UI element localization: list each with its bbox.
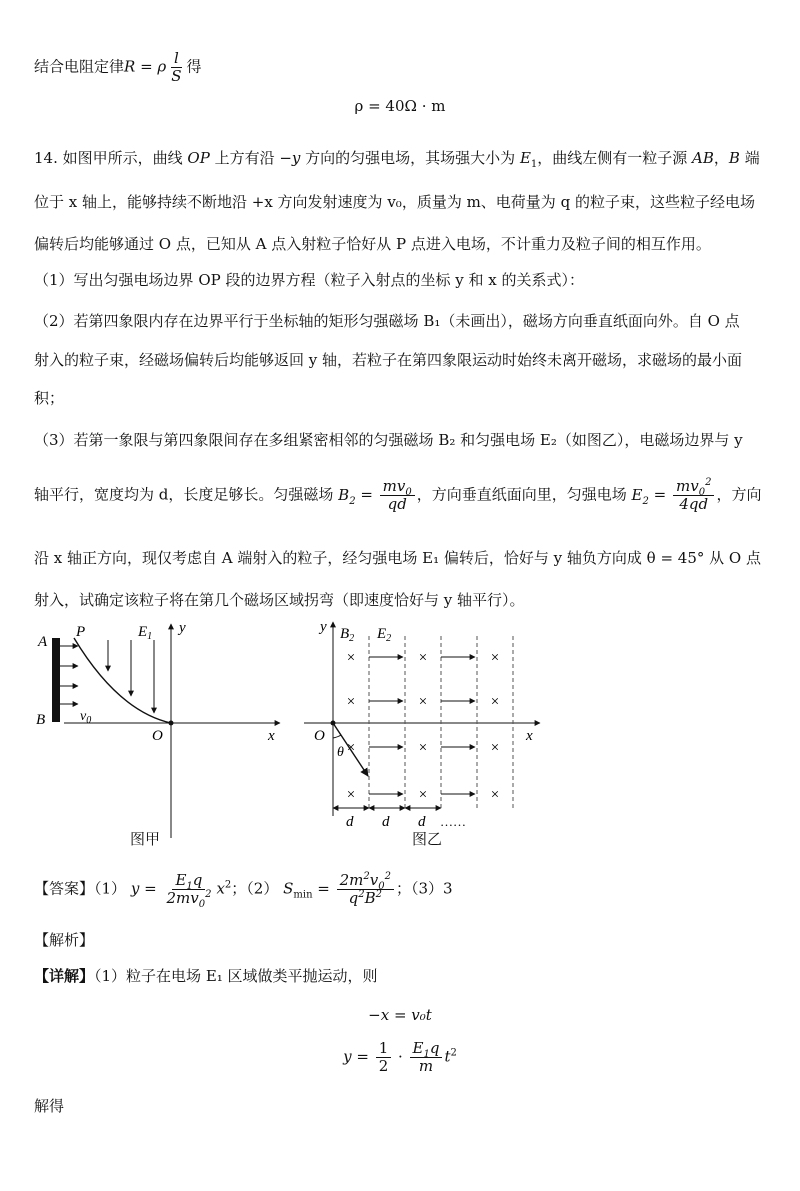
label-x: x (268, 728, 275, 744)
label-y: y (179, 620, 186, 636)
t: y (130, 879, 140, 898)
symbol-rho: ρ (157, 57, 167, 76)
frac-numerator: 1 (376, 1040, 392, 1058)
t: 轴平行，宽度均为 d，长度足够长。匀强磁场 (34, 485, 334, 504)
t: E (519, 149, 531, 167)
t: 【答案】 (34, 879, 95, 898)
frac-denominator: $2mv_0^2$ (166, 889, 212, 910)
t: 【详解】 (34, 967, 95, 985)
q14-part3-line1: （3）若第一象限与第四象限间存在多组紧密相邻的匀强磁场 B₂ 和匀强电场 E₂（如图乙），电磁场边界与 y (34, 431, 743, 449)
frac-denominator: S (171, 67, 182, 85)
frac-numerator: $E_1q$ (410, 1040, 443, 1058)
E2-symbol: $E_2$ (631, 485, 649, 507)
t: y (343, 1047, 352, 1066)
q14-part2-line2: 射入的粒子束，经磁场偏转后均能够返回 y 轴，若粒子在第四象限运动时始终未离开磁场，求磁场的最小面 (34, 351, 743, 369)
q14-part2-line1: （2）若第四象限内存在边界平行于坐标轴的矩形匀强磁场 B₁（未画出），磁场方向垂直纸面向外。自 O 点 (34, 312, 740, 330)
frac-denominator: 4qd (679, 495, 709, 513)
label-B: B (36, 712, 46, 728)
t: y (291, 149, 301, 167)
t: t (444, 1047, 451, 1066)
B2-symbol: $B_2$ (338, 485, 356, 507)
frac-half (376, 1040, 392, 1075)
frac-denominator: $q^2B^2$ (348, 889, 383, 907)
rho-result-equation: ρ = 40Ω · m (354, 97, 446, 115)
label-y-yi: y (320, 619, 327, 635)
label-v0: $v_0$ (80, 709, 92, 726)
svg-text:×: × (490, 694, 500, 710)
figure-yi (300, 616, 550, 841)
t: ，方向垂直纸面向里，匀强电场 (416, 485, 627, 504)
fraction-mv0sq-over-4qd (673, 478, 714, 513)
t: ，曲线左侧有一粒子源 (537, 149, 693, 167)
equation-x-v0t: −x = v₀t (368, 1006, 432, 1024)
t: （1） (94, 879, 127, 898)
label-theta: θ (337, 745, 344, 760)
q14-part3-line3: 沿 x 轴正方向，现仅考虑自 A 端射入的粒子，经匀强电场 E₁ 偏转后，恰好与 y 轴负方向成 θ = 45° 从 O 点 (34, 549, 761, 567)
svg-text:×: × (418, 694, 428, 710)
jiede-text: 解得 (34, 1097, 65, 1115)
fraction-mv0-over-qd (380, 478, 415, 513)
frac-numerator: $E_1q$ (172, 872, 205, 890)
t: ；（2） (231, 879, 279, 898)
equation-y: y = $\frac{1}{2}$ · $\frac{E_1q}{m}$ $t^2$ (343, 1039, 457, 1075)
t: 端 (739, 149, 760, 167)
resistance-law-line (34, 50, 202, 85)
frac-denominator: 2 (378, 1057, 389, 1075)
t: x (216, 879, 225, 898)
svg-text:×: × (346, 694, 356, 710)
figure-jia (28, 616, 288, 841)
particle-source-AB (52, 638, 60, 722)
svg-text:×: × (490, 740, 500, 756)
de-text: 得 (186, 57, 202, 76)
answer-fraction-1 (163, 871, 214, 910)
t: B (728, 149, 740, 167)
t: S (283, 879, 294, 898)
resistance-law-text: 结合电阻定律 (34, 57, 125, 76)
q14-line3: 偏转后均能够通过 O 点，已知从 A 点入射粒子恰好从 P 点进入电场，不计重力及粒子间的相互作用。 (34, 235, 711, 253)
label-d3: d (418, 814, 426, 830)
label-E1: $E_1$ (138, 624, 153, 642)
frac-numerator: $mv_0$ (380, 478, 415, 496)
frac-E1q-m (410, 1040, 443, 1075)
frac-denominator: qd (387, 495, 407, 513)
svg-text:×: × (490, 650, 500, 666)
svg-text:×: × (346, 650, 356, 666)
label-O-yi: O (314, 728, 325, 744)
t: 上方有沿 − (209, 149, 292, 167)
t: AB (692, 149, 714, 167)
svg-text:×: × (418, 740, 428, 756)
svg-text:×: × (418, 650, 428, 666)
label-dots: …… (440, 814, 466, 829)
fraction-l-over-S (168, 50, 184, 85)
label-d2: d (382, 814, 390, 830)
label-P: P (76, 624, 86, 640)
label-d1: d (346, 814, 354, 830)
analysis-label: 【解析】 (34, 931, 95, 949)
equals-sign: = (135, 57, 158, 76)
magnetic-field-crosses (347, 650, 499, 803)
svg-text:×: × (346, 740, 356, 756)
frac-numerator: $mv_0^2$ (673, 478, 714, 496)
q14-part2-line3: 积； (34, 389, 65, 407)
t: ，方向 (716, 485, 762, 504)
answer-line: 【答案】（1） y = $\frac{E_1q}{2mv_0^2}$ $x^2$；（2） $S_{min}$ = $\frac{2m^2v_0^2}{q^2B^2}$ ；（3）3 (34, 871, 453, 910)
caption-jia: 图甲 (130, 830, 161, 848)
t: （1）粒子在电场 E₁ 区域做类平抛运动，则 (94, 967, 378, 985)
caption-yi: 图乙 (412, 830, 443, 848)
answer-fraction-2 (337, 872, 394, 907)
frac-numerator: l (171, 50, 182, 68)
t: 14. 如图甲所示，曲线 (34, 149, 188, 167)
symbol-R: R (124, 57, 136, 76)
label-x-yi: x (526, 728, 533, 744)
svg-text:×: × (346, 787, 356, 803)
svg-text:×: × (418, 787, 428, 803)
frac-numerator: $2m^2v_0^2$ (337, 872, 394, 890)
q14-part1: （1）写出匀强电场边界 OP 段的边界方程（粒子入射点的坐标 y 和 x 的关系式）： (34, 271, 584, 289)
q14-part3-line2: 轴平行，宽度均为 d，长度足够长。匀强磁场 $B_2$ = $\frac{mv_0}{qd}$ ，方向垂直纸面向里，匀强电场 $E_2$ = $\frac{mv_0^2}{4qd}$ ，方向 (34, 477, 762, 513)
q14-part3-line4: 射入，试确定该粒子将在第几个磁场区域拐弯（即速度恰好与 y 轴平行）。 (34, 591, 525, 609)
t: OP (187, 149, 210, 167)
frac-denominator: m (418, 1057, 434, 1075)
svg-text:×: × (490, 787, 500, 803)
detail-line (34, 966, 378, 986)
label-O: O (152, 728, 163, 744)
curve-OP (74, 638, 171, 723)
label-B2: $B_2$ (340, 626, 355, 644)
q14-line1 (34, 148, 760, 168)
t: 1 (530, 159, 538, 170)
t: ；（3）3 (396, 879, 453, 898)
q14-line2: 位于 x 轴上，能够持续不断地沿 +x 方向发射速度为 v₀，质量为 m、电荷量为 q 的粒子束，这些粒子经电场 (34, 193, 755, 211)
t: 方向的匀强电场，其场强大小为 (300, 149, 520, 167)
label-A: A (38, 634, 48, 650)
t: ， (713, 149, 729, 167)
label-E2: $E_2$ (377, 626, 392, 644)
